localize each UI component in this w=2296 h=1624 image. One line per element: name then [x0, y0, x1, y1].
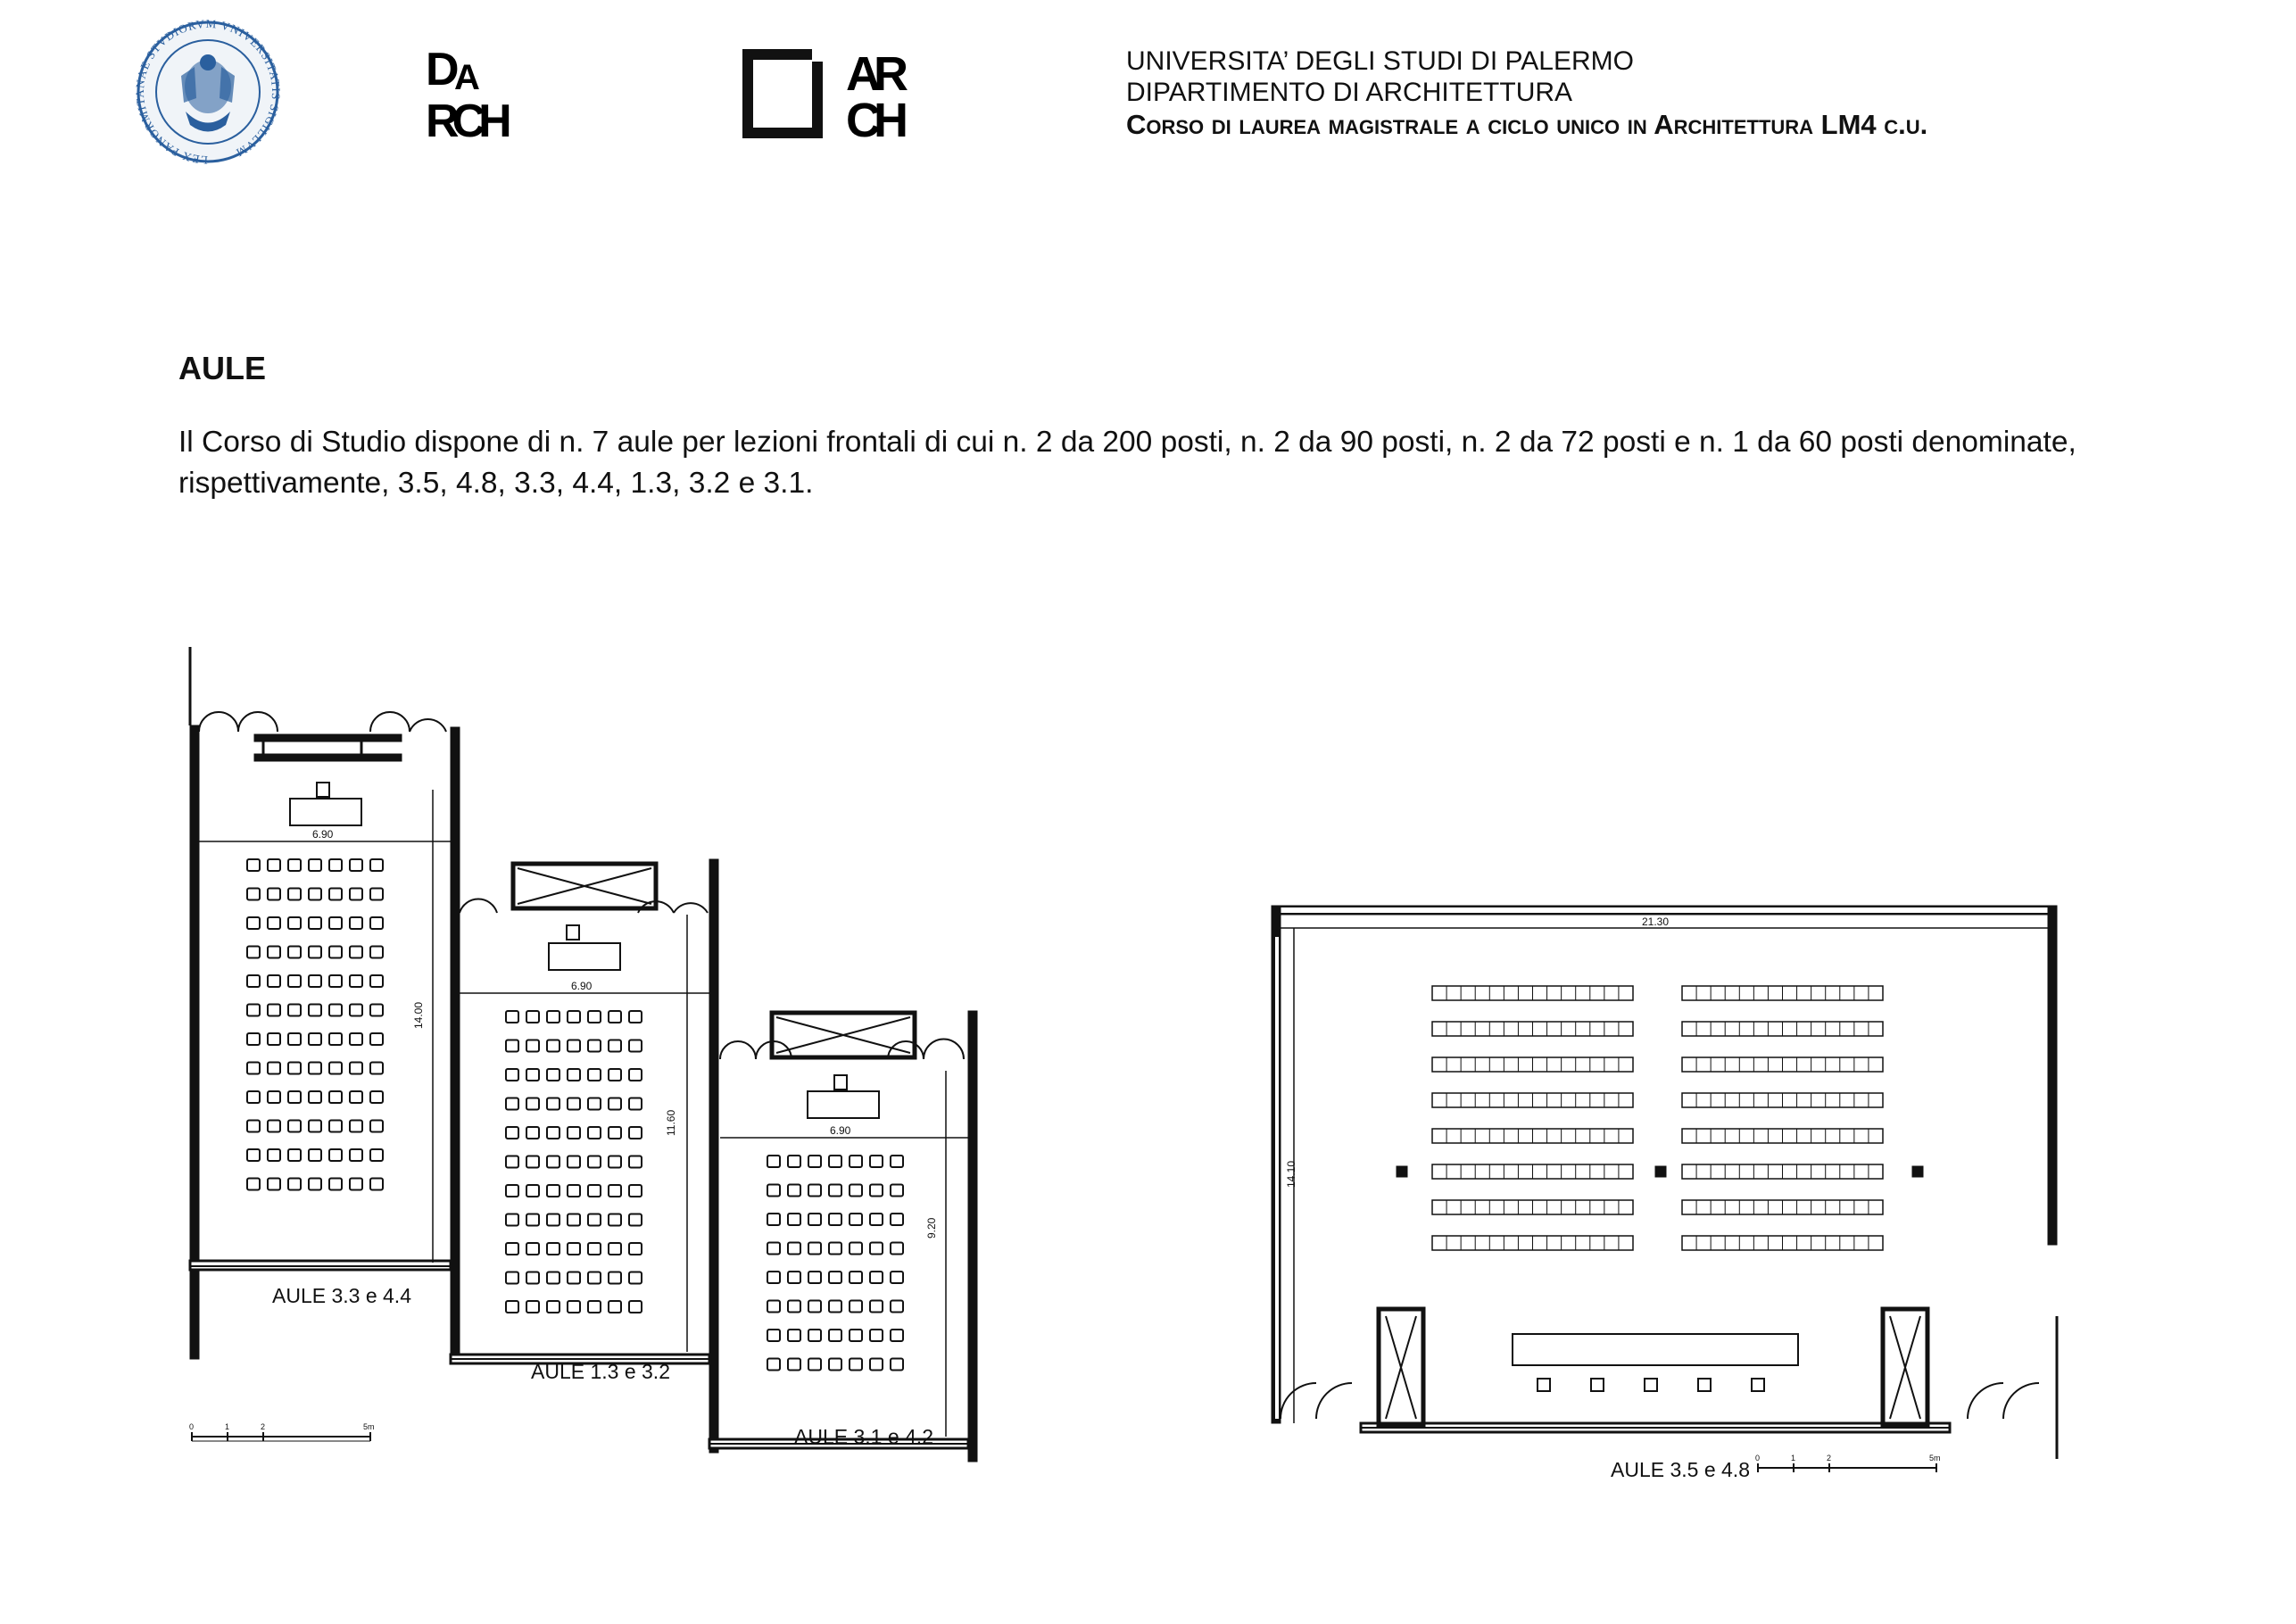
seat: [288, 975, 301, 987]
room-d-label: AULE 3.5 e 4.8: [1611, 1458, 1750, 1481]
seat: [350, 1179, 362, 1190]
room-a-width-dim: 6.90: [312, 828, 334, 841]
seat: [788, 1156, 800, 1167]
seat: [568, 1011, 580, 1023]
seat: [829, 1156, 841, 1167]
seat: [568, 1156, 580, 1168]
seat: [309, 859, 321, 871]
seat: [526, 1272, 539, 1284]
seat: [870, 1243, 883, 1255]
seat: [609, 1127, 621, 1139]
seat: [547, 1301, 559, 1313]
seat: [568, 1040, 580, 1052]
seat: [268, 859, 280, 871]
seat: [309, 975, 321, 987]
seat: [309, 1063, 321, 1074]
seat: [247, 1179, 260, 1190]
seat: [370, 1121, 383, 1132]
seat: [588, 1301, 601, 1313]
seat: [350, 1149, 362, 1161]
seat: [808, 1359, 821, 1371]
seat: [788, 1330, 800, 1341]
seat: [588, 1185, 601, 1197]
seat: [506, 1069, 518, 1081]
seat: [350, 1033, 362, 1045]
seat: [247, 947, 260, 958]
seat: [547, 1156, 559, 1168]
seat: [288, 859, 301, 871]
seat: [350, 1091, 362, 1103]
seat: [767, 1272, 780, 1283]
seat: [609, 1214, 621, 1226]
seat: [329, 975, 342, 987]
seat: [609, 1069, 621, 1081]
seat: [268, 1033, 280, 1045]
seat: [870, 1359, 883, 1371]
seat: [568, 1301, 580, 1313]
seat: [568, 1214, 580, 1226]
seat: [526, 1098, 539, 1110]
seat: [870, 1214, 883, 1225]
room-c-width-dim: 6.90: [830, 1124, 851, 1137]
seat: [247, 917, 260, 929]
section-paragraph: Il Corso di Studio dispone di n. 7 aule per lezioni frontali di cui n. 2 da 200 posti, n. 2 da 90 posti, n. 2 da 72 posti e n. 1 da 60 posti denominate, rispettivamente, 3.5, 4.8, 3.3, 4.4, 1.3, 3.2 e 3.1.: [178, 426, 2076, 500]
seat: [547, 1098, 559, 1110]
seat: [370, 1149, 383, 1161]
seat: [891, 1243, 903, 1255]
seat: [588, 1156, 601, 1168]
seat: [870, 1301, 883, 1313]
darch-logo-text-d: D: [426, 49, 454, 95]
seat: [629, 1243, 642, 1255]
seat: [629, 1185, 642, 1197]
seat: [506, 1127, 518, 1139]
seat: [850, 1272, 862, 1283]
seat: [309, 1005, 321, 1016]
seat: [329, 1179, 342, 1190]
seat: [506, 1040, 518, 1052]
seat: [247, 975, 260, 987]
room-c-label: AULE 3.1 e 4.2: [794, 1425, 933, 1448]
seat: [547, 1185, 559, 1197]
seat: [609, 1301, 621, 1313]
scale-tick-1: 1: [225, 1422, 230, 1431]
seat: [247, 1033, 260, 1045]
scale-tick-2: 2: [261, 1422, 266, 1431]
seat: [309, 1149, 321, 1161]
seat: [288, 1063, 301, 1074]
seat: [629, 1040, 642, 1052]
seat: [526, 1040, 539, 1052]
seat: [588, 1272, 601, 1284]
seat: [891, 1214, 903, 1225]
seat: [891, 1330, 903, 1341]
seat: [506, 1272, 518, 1284]
seat: [829, 1301, 841, 1313]
seat: [526, 1243, 539, 1255]
university-name: UNIVERSITA’ DEGLI STUDI DI PALERMO: [1126, 46, 1634, 76]
seat: [526, 1301, 539, 1313]
seat: [568, 1272, 580, 1284]
department-name: DIPARTIMENTO DI ARCHITETTURA: [1126, 78, 1573, 107]
seat: [309, 1091, 321, 1103]
seat: [350, 975, 362, 987]
seat: [329, 859, 342, 871]
room-a-depth-dim: 14.00: [412, 1001, 425, 1029]
seat: [891, 1156, 903, 1167]
seat: [526, 1156, 539, 1168]
room-b-width-dim: 6.90: [571, 980, 593, 992]
seat: [309, 1179, 321, 1190]
seat: [547, 1011, 559, 1023]
seat: [850, 1243, 862, 1255]
arch-logo-text-ch: CH: [846, 94, 901, 138]
seat: [609, 1243, 621, 1255]
seat: [588, 1214, 601, 1226]
seat: [547, 1214, 559, 1226]
seat: [309, 889, 321, 900]
arch-logo-text-ar: AR: [846, 49, 901, 101]
seat: [247, 1005, 260, 1016]
seat: [767, 1243, 780, 1255]
scale-tick-5m: 5m: [363, 1422, 375, 1431]
seat: [850, 1156, 862, 1167]
seat: [588, 1098, 601, 1110]
seat: [808, 1185, 821, 1197]
seat: [350, 1063, 362, 1074]
seat: [288, 1121, 301, 1132]
seat: [329, 1005, 342, 1016]
seat: [829, 1243, 841, 1255]
seat: [268, 917, 280, 929]
seat: [268, 947, 280, 958]
seat: [788, 1214, 800, 1225]
scale-tick-0-right: 0: [1755, 1454, 1761, 1462]
seat: [329, 1091, 342, 1103]
room-d-width-dim: 21.30: [1642, 916, 1670, 928]
seat: [309, 1121, 321, 1132]
seat: [588, 1243, 601, 1255]
seat: [309, 917, 321, 929]
seat: [370, 859, 383, 871]
seat: [767, 1301, 780, 1313]
seat: [526, 1069, 539, 1081]
seat: [329, 1033, 342, 1045]
seat: [506, 1011, 518, 1023]
arch-logo-square: [748, 54, 817, 133]
seat: [829, 1330, 841, 1341]
seat: [268, 1005, 280, 1016]
seat: [268, 889, 280, 900]
seat: [767, 1156, 780, 1167]
seat: [547, 1040, 559, 1052]
seat: [629, 1127, 642, 1139]
seat: [309, 947, 321, 958]
seat: [568, 1127, 580, 1139]
seat: [350, 859, 362, 871]
seat: [609, 1040, 621, 1052]
section-title: AULE: [178, 350, 266, 386]
seat: [767, 1330, 780, 1341]
seat: [850, 1330, 862, 1341]
seat: [588, 1127, 601, 1139]
seat: [268, 1063, 280, 1074]
seat: [506, 1243, 518, 1255]
seat: [350, 889, 362, 900]
seat: [788, 1272, 800, 1283]
seat: [788, 1185, 800, 1197]
floor-plan-large-classroom: [1236, 897, 2070, 1486]
seat: [850, 1301, 862, 1313]
room-c-depth-dim: 9.20: [925, 1217, 938, 1239]
seat: [870, 1330, 883, 1341]
seat: [767, 1185, 780, 1197]
seat: [629, 1272, 642, 1284]
seat: [288, 1033, 301, 1045]
seat: [547, 1127, 559, 1139]
seat: [547, 1243, 559, 1255]
darch-logo: [424, 49, 535, 138]
seat: [568, 1185, 580, 1197]
seat: [247, 1063, 260, 1074]
seat: [808, 1214, 821, 1225]
darch-logo-text-rch: RCH: [426, 95, 505, 138]
seat: [288, 1091, 301, 1103]
seat: [247, 859, 260, 871]
seat: [829, 1214, 841, 1225]
seat: [788, 1359, 800, 1371]
seat: [629, 1214, 642, 1226]
seat: [829, 1185, 841, 1197]
seat: [891, 1359, 903, 1371]
seat: [767, 1214, 780, 1225]
room-b-depth-dim: 11.60: [665, 1109, 677, 1136]
seat: [808, 1330, 821, 1341]
seat: [891, 1185, 903, 1197]
seat: [247, 1121, 260, 1132]
seat: [526, 1185, 539, 1197]
seat: [767, 1359, 780, 1371]
seat: [329, 947, 342, 958]
scale-bar-right: [1758, 1463, 1936, 1472]
university-seal-logo: [132, 13, 284, 172]
room-a-label: AULE 3.3 e 4.4: [272, 1284, 411, 1307]
seat: [609, 1156, 621, 1168]
seat: [350, 1005, 362, 1016]
seat: [526, 1011, 539, 1023]
seat: [350, 917, 362, 929]
seat: [268, 975, 280, 987]
seat: [370, 1005, 383, 1016]
seat: [329, 917, 342, 929]
seat: [329, 889, 342, 900]
scale-tick-2-right: 2: [1827, 1454, 1832, 1462]
seat: [788, 1301, 800, 1313]
seat: [808, 1243, 821, 1255]
seat: [829, 1272, 841, 1283]
room-d-depth-dim: 14.10: [1285, 1160, 1297, 1188]
room-b-label: AULE 1.3 e 3.2: [531, 1360, 670, 1383]
seat: [350, 1121, 362, 1132]
seat: [370, 889, 383, 900]
seat: [370, 1091, 383, 1103]
course-name: Corso di laurea magistrale a ciclo unico in Architettura LM4 c.u.: [1126, 109, 1928, 140]
seat: [808, 1272, 821, 1283]
seat: [526, 1214, 539, 1226]
seat: [370, 975, 383, 987]
seat: [629, 1156, 642, 1168]
seat: [329, 1121, 342, 1132]
seat: [547, 1272, 559, 1284]
seat: [850, 1359, 862, 1371]
seat: [547, 1069, 559, 1081]
seat: [609, 1098, 621, 1110]
seat: [288, 917, 301, 929]
seat: [350, 947, 362, 958]
seat: [850, 1214, 862, 1225]
scale-bar-left: [192, 1432, 370, 1441]
seat: [288, 947, 301, 958]
seat: [568, 1069, 580, 1081]
scale-tick-1-right: 1: [1791, 1454, 1796, 1462]
seal-text: LEX PANORMITANAE STVDIORVM VNIVERSITATIS SIGILLVM: [132, 16, 284, 168]
seat: [370, 917, 383, 929]
seat: [370, 1179, 383, 1190]
scale-tick-0: 0: [189, 1422, 195, 1431]
seat: [329, 1149, 342, 1161]
seat: [788, 1243, 800, 1255]
seat: [808, 1156, 821, 1167]
seat: [629, 1098, 642, 1110]
seat: [506, 1185, 518, 1197]
seat: [268, 1121, 280, 1132]
seat: [370, 1033, 383, 1045]
scale-tick-5m-right: 5m: [1929, 1454, 1941, 1462]
seat: [370, 947, 383, 958]
seat: [309, 1033, 321, 1045]
seat: [609, 1011, 621, 1023]
seat: [568, 1243, 580, 1255]
seat: [329, 1063, 342, 1074]
arch-square-logo: [741, 49, 928, 138]
darch-logo-text-a: A: [454, 58, 475, 97]
seat: [506, 1156, 518, 1168]
seat: [629, 1069, 642, 1081]
seat: [506, 1301, 518, 1313]
seat: [609, 1185, 621, 1197]
seat: [609, 1272, 621, 1284]
seat: [506, 1098, 518, 1110]
seat: [288, 1149, 301, 1161]
seat: [870, 1185, 883, 1197]
seat: [268, 1149, 280, 1161]
floor-plan-small-classrooms: [174, 647, 991, 1468]
seat: [629, 1301, 642, 1313]
seat: [850, 1185, 862, 1197]
seat: [891, 1272, 903, 1283]
seat: [870, 1272, 883, 1283]
seat: [588, 1011, 601, 1023]
seat: [891, 1301, 903, 1313]
seat: [870, 1156, 883, 1167]
seat: [288, 1005, 301, 1016]
seat: [288, 889, 301, 900]
seat: [247, 889, 260, 900]
seat: [829, 1359, 841, 1371]
seat: [247, 1149, 260, 1161]
seat: [588, 1069, 601, 1081]
seat: [629, 1011, 642, 1023]
seat: [268, 1091, 280, 1103]
seat: [588, 1040, 601, 1052]
seat: [268, 1179, 280, 1190]
seat: [370, 1063, 383, 1074]
seat: [288, 1179, 301, 1190]
seat: [568, 1098, 580, 1110]
seat: [808, 1301, 821, 1313]
seat: [506, 1214, 518, 1226]
seat: [526, 1127, 539, 1139]
seat: [247, 1091, 260, 1103]
